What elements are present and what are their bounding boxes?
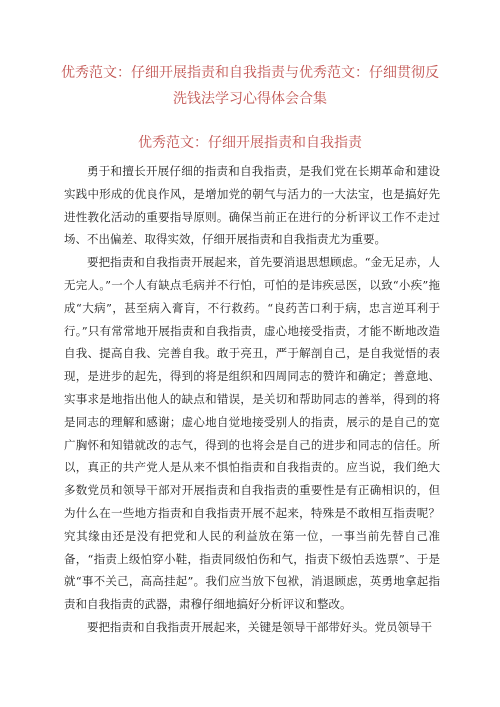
section-title: 优秀范文：仔细开展指责和自我指责: [138, 135, 362, 151]
paragraph: 勇于和擅长开展仔细的指责和自我指责，是我们党在长期革命和建设实践中形成的优良作风，是增加党的朝气与活力的一大法宝，也是搞好先进性教化活动的重要指导原则。确保当前正在进行的分析评议工作不走过场、不出偏差、取得实效，仔细开展指责和自我指责尤为重要。: [64, 164, 440, 247]
paragraph: 要把指责和自我指责开展起来，首先要消退思想顾虑。“金无足赤，人无完人。”一个人有缺点毛病并不行怕，可怕的是讳疾忌医，以致“小疾”拖成“大病”，甚至病入膏肓，不行救药。“良药苦口利于病，忠言逆耳利于行。”只有常常地开展指责和自我指责，虚心地接受指责，才能不断地改造自我、提高自我、完善自我。敢于亮丑，严于解剖自己，是自我觉悟的表现，是进步的起先，得到的将是组织和四周同志的赞许和确定；善意地、实事求是地指出他人的缺点和错误，是关切和帮助同志的善举，得到的将是同志的理解和感谢；虚心地自觉地接受别人的指责，展示的是自己的宽广胸怀和知错就改的志气，得到的也将会是自己的进步和同志的信任。所以，真正的共产党人是从来不惧怕指责和自我指责的。应当说，我们绝大多数党员和领导干部对开展指责和自我指责的重要性是有正确相识的，但为什么在一些地方指责和自我指责开展不起来，特殊是不敢相互指责呢？究其缘由还是没有把党和人民的利益放在第一位，一事当前先替自己准备，“指责上级怕穿小鞋，指责同级怕伤和气，指责下级怕丢选票”、于是就“事不关己，高高挂起”。我们应当放下包袱，消退顾虑，英勇地拿起指责和自我指责的武器，肃穆仔细地搞好分析评议和整改。: [64, 255, 440, 612]
document-body: [64, 160, 440, 639]
document-title: 优秀范文：仔细开展指责和自我指责与优秀范文：仔细贯彻反洗钱法学习心得体会合集: [61, 65, 439, 107]
paragraph: 要把指责和自我指责开展起来，关键是领导干部带好头。党员领导干: [87, 619, 432, 634]
